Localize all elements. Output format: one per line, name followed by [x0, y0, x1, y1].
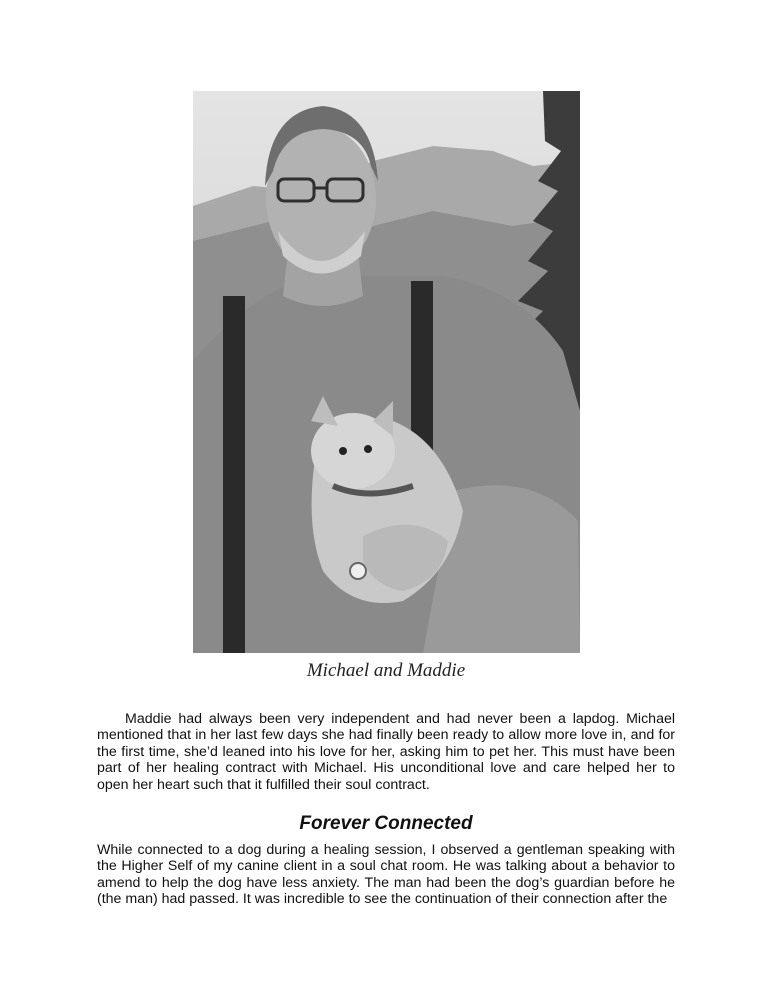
body-paragraph-2: While connected to a dog during a healing session, I observed a gentleman speaking with the Higher Self of my canine client in a soul chat room. He was talking about a behavior to amend to help the dog have less anxiety. The man had been the dog’s guardian before he (the man) had passed. It was incredible to see the continuation of their connection after the [97, 842, 675, 908]
section-heading: Forever Connected [299, 813, 473, 834]
photo-illustration [193, 91, 580, 653]
body-paragraph-1: Maddie had always been very independent and had never been a lapdog. Michael mentioned that in her last few days she had finally been ready to allow more love in, and for the first time, she’d leaned into his love for her, asking him to pet her. This must have been part of her healing contract with Michael. His unconditional love and care helped her to open her heart such that it fulfilled their soul contract. [97, 711, 675, 793]
figure-caption: Michael and Maddie [306, 660, 466, 681]
photo-michael-and-maddie [193, 91, 580, 653]
